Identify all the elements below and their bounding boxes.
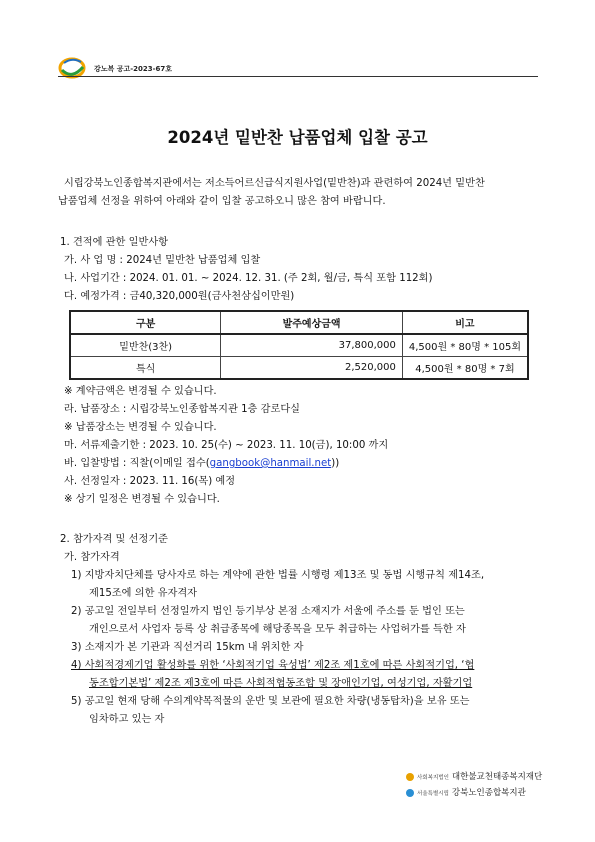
table-header-cell: 구분 — [70, 311, 221, 334]
table-header-cell: 비고 — [402, 311, 528, 334]
qualification-1-line-2: 제15조에 의한 유자격자 — [89, 588, 198, 599]
bid-method-prefix: 바. 입찰방법 : 직찰(이메일 접수( — [64, 458, 210, 469]
footer-foundation: 사회복지법인 대한불교천태종복지재단 — [406, 770, 542, 782]
bid-table — [69, 310, 529, 380]
qualification-2-line-2: 개인으로서 사업자 등록 상 취급종목에 해당종목을 모두 취급하는 사업허가를 득한 자 — [89, 624, 466, 635]
note-delivery-place: ※ 납품장소는 변경될 수 있습니다. — [64, 422, 217, 433]
item-bid-method — [64, 458, 339, 470]
table-header-cell: 발주예상금액 — [221, 311, 403, 334]
footer-welfare-center: 서울특별시립 강북노인종합복지관 — [406, 786, 526, 798]
table-cell: 2,520,000 — [221, 357, 403, 380]
intro-line-1: 시립강북노인종합복지관에서는 저소득어르신급식지원사업(밑반찬)과 관련하여 2024년 밑반찬 — [64, 178, 485, 189]
table-cell: 4,500원 * 80명 * 105회 — [402, 334, 528, 357]
note-contract-amount: ※ 계약금액은 변경될 수 있습니다. — [64, 386, 217, 397]
qualification-4-line-2: 동조합기본법’ 제2조 제3호에 따른 사회적협동조합 및 장애인기업, 여성기업, 자활기업 — [89, 678, 473, 689]
item-delivery-place: 라. 납품장소 : 시립강북노인종합복지관 1층 감로다실 — [64, 404, 301, 415]
bid-method-suffix: )) — [331, 458, 340, 469]
table-cell: 특식 — [70, 357, 221, 380]
table-row — [70, 357, 528, 380]
section2-heading: 2. 참가자격 및 선정기준 — [60, 534, 169, 545]
section1-heading: 1. 견적에 관한 일반사항 — [60, 237, 169, 248]
item-selection-date: 사. 선정일자 : 2023. 11. 16(목) 예정 — [64, 476, 236, 487]
intro-line-2: 납품업체 선정을 위하여 아래와 같이 입찰 공고하오니 많은 참여 바랍니다. — [58, 196, 386, 207]
table-row — [70, 334, 528, 357]
qualification-2-line-1: 2) 공고일 전일부터 선정일까지 법인 등기부상 본점 소재지가 서울에 주소를 둔 법인 또는 — [71, 606, 465, 617]
qualification-3: 3) 소재지가 본 기관과 직선거리 15km 내 위치한 자 — [71, 642, 304, 653]
qualification-5-line-1: 5) 공고일 현재 당해 수의계약목적물의 운반 및 보관에 필요한 차량(냉동탑차)을 보유 또는 — [71, 696, 470, 707]
header-divider — [58, 76, 538, 77]
center-logo-icon — [406, 789, 414, 797]
table-header-row — [70, 311, 528, 334]
note-schedule: ※ 상기 일정은 변경될 수 있습니다. — [64, 494, 220, 505]
table-cell: 밑반찬(3찬) — [70, 334, 221, 357]
item-estimated-price: 다. 예정가격 : 금40,320,000원(금사천삼십이만원) — [64, 291, 295, 302]
foundation-logo-icon — [406, 773, 414, 781]
table-cell: 37,800,000 — [221, 334, 403, 357]
doc-number: 강노복 공고-2023-67호 — [94, 65, 173, 73]
qualification-1-line-1: 1) 지방자치단체를 당사자로 하는 계약에 관한 법률 시행령 제13조 및 동법 시행규칙 제14조, — [71, 570, 485, 581]
qualification-5-line-2: 임차하고 있는 자 — [89, 714, 165, 725]
qualification-4-line-1: 4) 사회적경제기업 활성화를 위한 ‘사회적기업 육성법’ 제2조 제1호에 따른 사회적기업, ‘협 — [71, 660, 475, 671]
email-link[interactable]: gangbook@hanmail.net — [209, 458, 332, 469]
item-project-name: 가. 사 업 명 : 2024년 밑반찬 납품업체 입찰 — [64, 255, 261, 266]
table-cell: 4,500원 * 80명 * 7회 — [402, 357, 528, 380]
section2-subheading: 가. 참가자격 — [64, 552, 120, 563]
item-project-period: 나. 사업기간 : 2024. 01. 01. ~ 2024. 12. 31. (주 2회, 월/금, 특식 포함 112회) — [64, 273, 433, 284]
item-submission-deadline: 마. 서류제출기한 : 2023. 10. 25(수) ~ 2023. 11. 10(금), 10:00 까지 — [64, 440, 389, 451]
page-title: 2024년 밑반찬 납품업체 입찰 공고 — [167, 128, 428, 147]
